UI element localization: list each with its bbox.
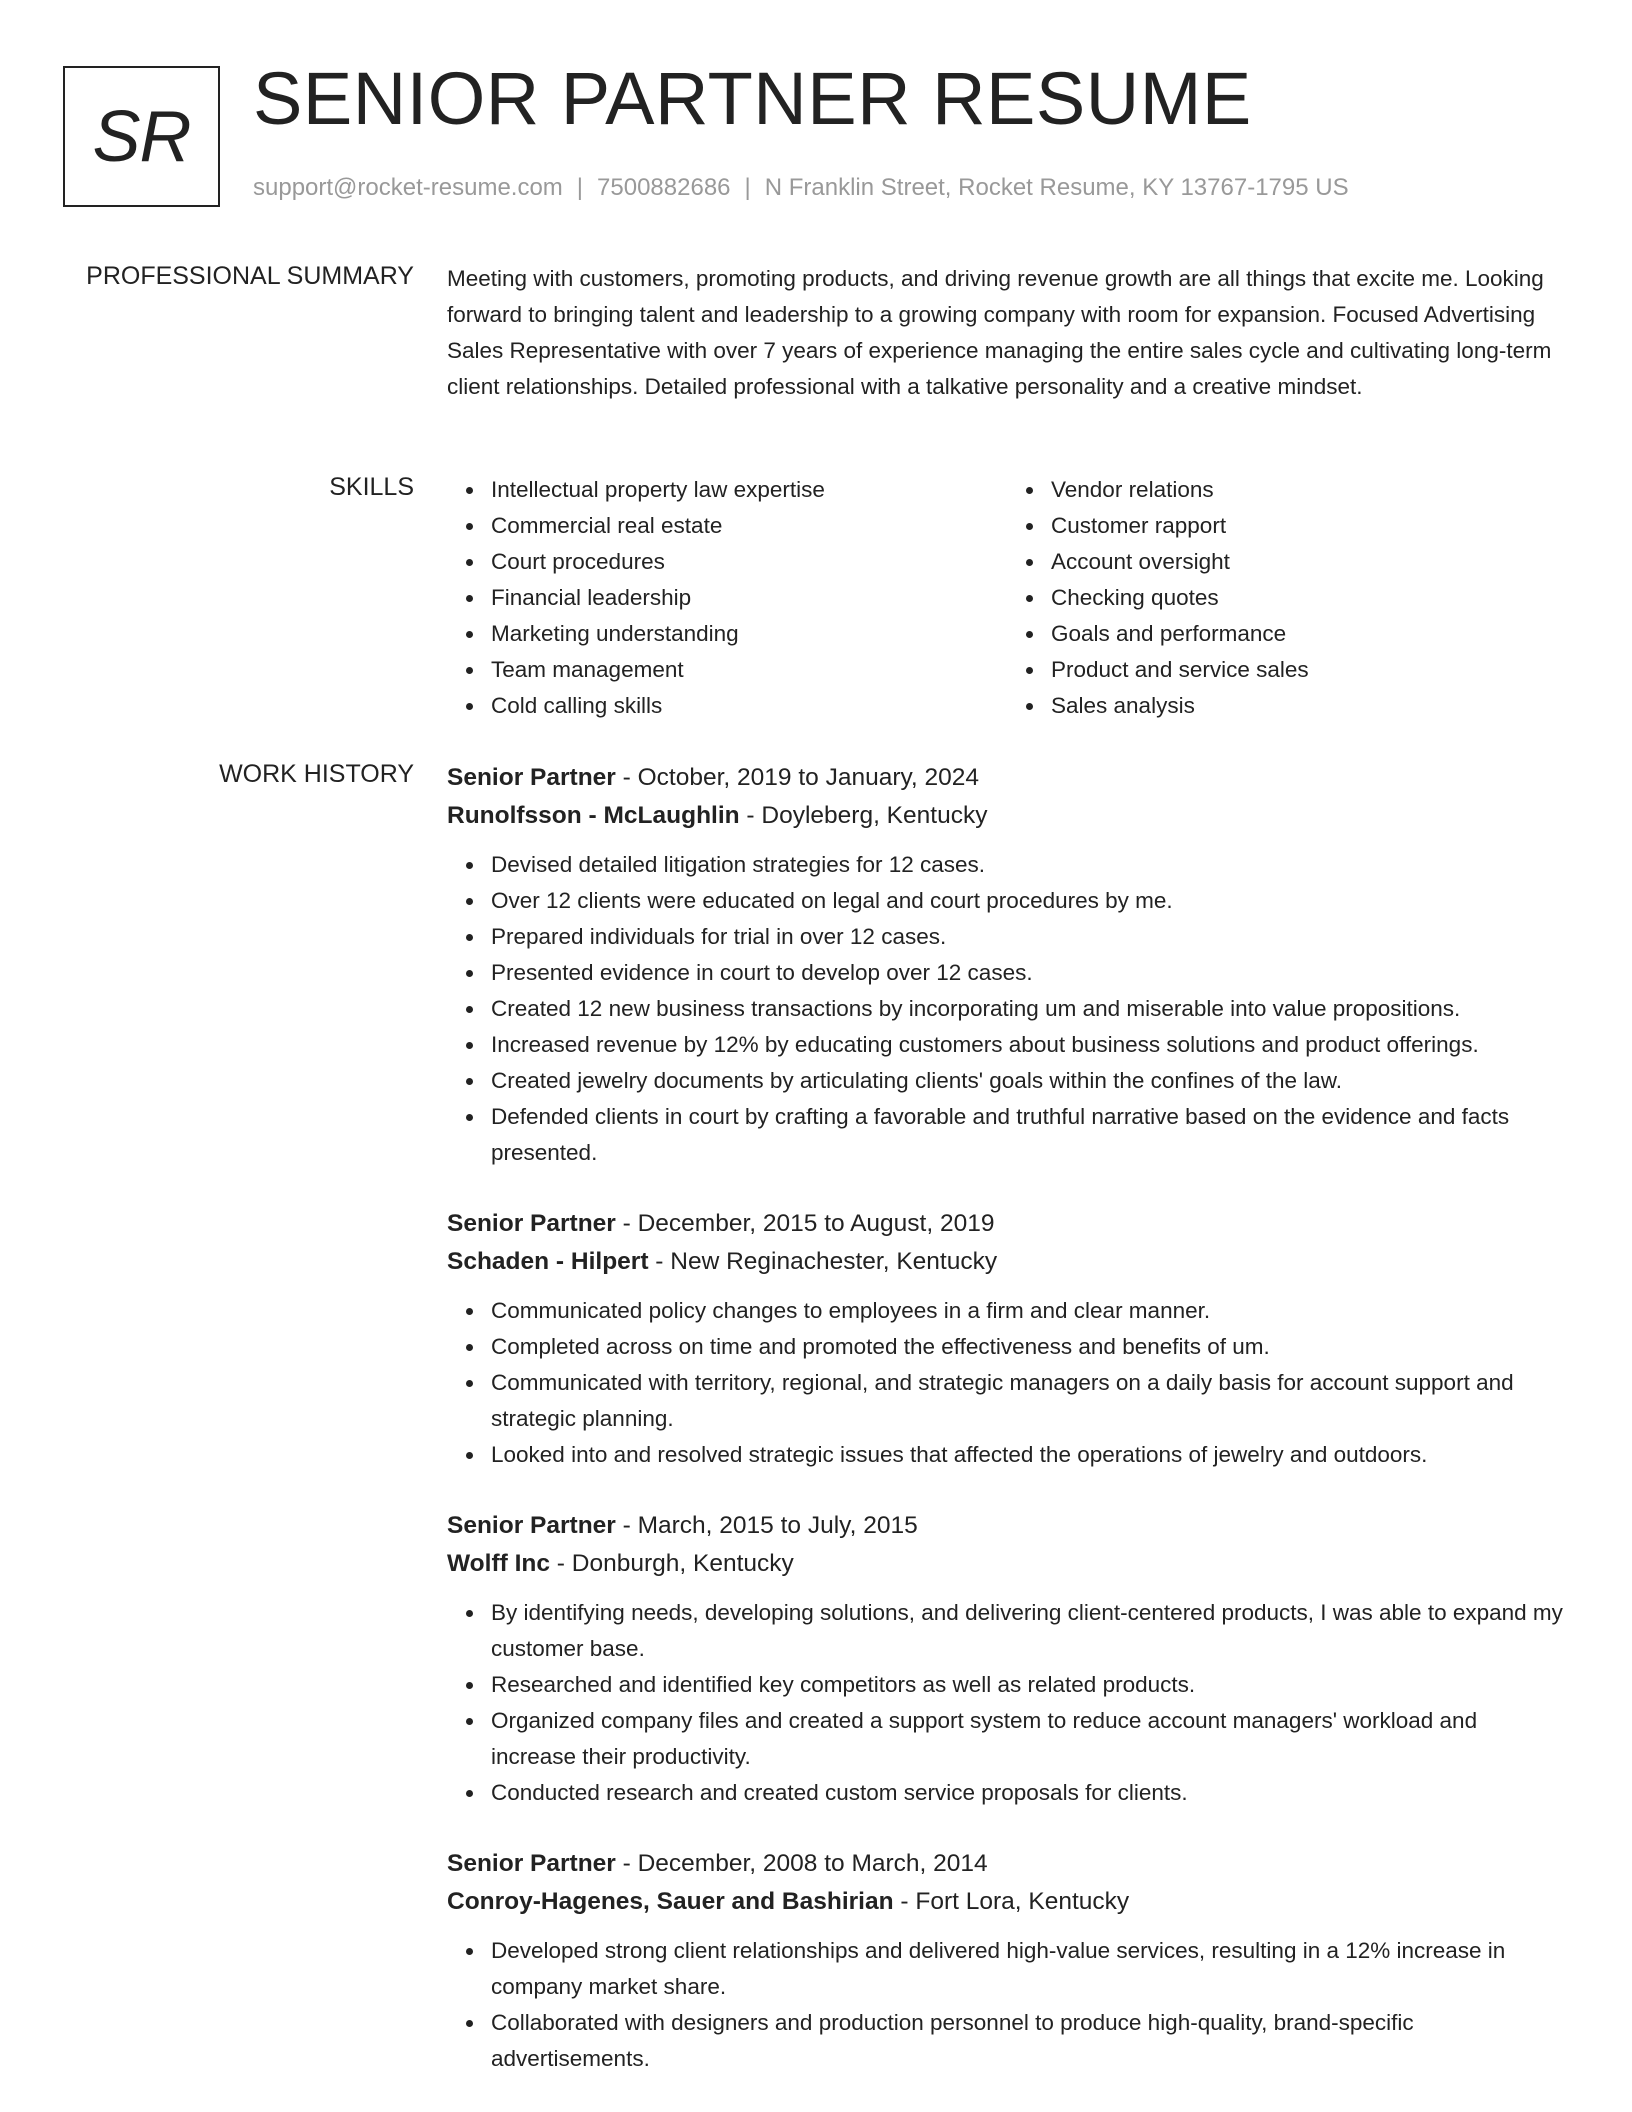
skill-item: Marketing understanding bbox=[491, 616, 1007, 652]
job-bullet: Organized company files and created a support system to reduce account managers' workload and increase their productivity. bbox=[491, 1703, 1567, 1775]
skill-item: Goals and performance bbox=[1051, 616, 1567, 652]
skill-item: Financial leadership bbox=[491, 580, 1007, 616]
skills-grid bbox=[447, 472, 1567, 724]
contact-address: N Franklin Street, Rocket Resume, KY 13767-1795 US bbox=[764, 174, 1349, 201]
job-bullet: Researched and identified key competitors as well as related products. bbox=[491, 1667, 1567, 1703]
skill-item: Checking quotes bbox=[1051, 580, 1567, 616]
job-bullet: Prepared individuals for trial in over 12 cases. bbox=[491, 919, 1567, 955]
skills-column-right bbox=[1007, 472, 1567, 724]
job-title-line bbox=[447, 1507, 1567, 1545]
resume-title: SENIOR PARTNER RESUME bbox=[253, 57, 1252, 140]
job-company-line bbox=[447, 1883, 1567, 1921]
work-history-heading: WORK HISTORY bbox=[219, 760, 414, 788]
job-bullet: Communicated policy changes to employees in a firm and clear manner. bbox=[491, 1293, 1567, 1329]
job-title: Senior Partner bbox=[447, 764, 616, 791]
job-bullets bbox=[447, 1293, 1567, 1473]
job-bullet: Devised detailed litigation strategies for 12 cases. bbox=[491, 847, 1567, 883]
job-bullet: Created 12 new business transactions by incorporating um and miserable into value propositions. bbox=[491, 991, 1567, 1027]
job-company: Conroy-Hagenes, Sauer and Bashirian bbox=[447, 1888, 894, 1915]
skill-item: Court procedures bbox=[491, 544, 1007, 580]
job-location: - Donburgh, Kentucky bbox=[549, 1550, 794, 1577]
summary-text: Meeting with customers, promoting products, and driving revenue growth are all things that excite me. Looking forward to bringing talent and leadership to a growing company with room for expansion. Focused Advertising Sales Representative with over 7 years of experience managing the entire sales cycle and cultivating long-term client relationships. Detailed professional with a talkative personality and a creative mindset. bbox=[447, 266, 1552, 399]
skills-heading: SKILLS bbox=[329, 473, 414, 501]
job-company-line bbox=[447, 797, 1567, 835]
job-location: - Fort Lora, Kentucky bbox=[893, 1888, 1130, 1915]
job-bullet: Defended clients in court by crafting a favorable and truthful narrative based on the evidence and facts presented. bbox=[491, 1099, 1567, 1171]
job-title-line bbox=[447, 759, 1567, 797]
summary-heading: PROFESSIONAL SUMMARY bbox=[86, 262, 414, 290]
job-title-line bbox=[447, 1845, 1567, 1883]
job-title: Senior Partner bbox=[447, 1850, 616, 1877]
skill-item: Cold calling skills bbox=[491, 688, 1007, 724]
job-company-line bbox=[447, 1545, 1567, 1583]
job-bullet: Communicated with territory, regional, and strategic managers on a daily basis for account support and strategic planning. bbox=[491, 1365, 1567, 1437]
job-company: Wolff Inc bbox=[447, 1550, 550, 1577]
job-company: Schaden - Hilpert bbox=[447, 1248, 649, 1275]
job-entry bbox=[447, 759, 1567, 1171]
skill-item: Team management bbox=[491, 652, 1007, 688]
job-bullet: Completed across on time and promoted the effectiveness and benefits of um. bbox=[491, 1329, 1567, 1365]
contact-email: support@rocket-resume.com bbox=[253, 174, 563, 201]
contact-line bbox=[253, 174, 1349, 203]
skill-item: Vendor relations bbox=[1051, 472, 1567, 508]
skill-item: Intellectual property law expertise bbox=[491, 472, 1007, 508]
job-bullet: Collaborated with designers and production personnel to produce high-quality, brand-specific advertisements. bbox=[491, 2005, 1567, 2077]
job-bullet: Presented evidence in court to develop over 12 cases. bbox=[491, 955, 1567, 991]
job-bullet: Over 12 clients were educated on legal and court procedures by me. bbox=[491, 883, 1567, 919]
job-entry bbox=[447, 1507, 1567, 1811]
job-bullet: Developed strong client relationships and delivered high-value services, resulting in a 12% increase in company market share. bbox=[491, 1933, 1567, 2005]
summary-body bbox=[447, 261, 1567, 405]
contact-separator: | bbox=[576, 174, 584, 201]
job-entry bbox=[447, 1845, 1567, 2077]
job-bullets bbox=[447, 847, 1567, 1171]
contact-phone: 7500882686 bbox=[597, 174, 731, 201]
skills-body bbox=[447, 472, 1567, 724]
skill-item: Customer rapport bbox=[1051, 508, 1567, 544]
job-title: Senior Partner bbox=[447, 1210, 616, 1237]
job-location: - Doyleberg, Kentucky bbox=[739, 802, 988, 829]
job-bullet: Conducted research and created custom service proposals for clients. bbox=[491, 1775, 1567, 1811]
work-history-body bbox=[447, 759, 1567, 2111]
job-dates: - December, 2015 to August, 2019 bbox=[615, 1210, 995, 1237]
job-bullets bbox=[447, 1933, 1567, 2077]
job-title: Senior Partner bbox=[447, 1512, 616, 1539]
job-bullets bbox=[447, 1595, 1567, 1811]
skill-item: Product and service sales bbox=[1051, 652, 1567, 688]
job-company-line bbox=[447, 1243, 1567, 1281]
job-bullet: Created jewelry documents by articulating clients' goals within the confines of the law. bbox=[491, 1063, 1567, 1099]
job-entry bbox=[447, 1205, 1567, 1473]
job-bullet: By identifying needs, developing solutions, and delivering client-centered products, I was able to expand my customer base. bbox=[491, 1595, 1567, 1667]
skill-item: Account oversight bbox=[1051, 544, 1567, 580]
job-location: - New Reginachester, Kentucky bbox=[648, 1248, 998, 1275]
job-bullet: Looked into and resolved strategic issues that affected the operations of jewelry and outdoors. bbox=[491, 1437, 1567, 1473]
job-dates: - March, 2015 to July, 2015 bbox=[615, 1512, 918, 1539]
job-dates: - December, 2008 to March, 2014 bbox=[615, 1850, 988, 1877]
job-bullet: Increased revenue by 12% by educating customers about business solutions and product offerings. bbox=[491, 1027, 1567, 1063]
job-company: Runolfsson - McLaughlin bbox=[447, 802, 740, 829]
skill-item: Sales analysis bbox=[1051, 688, 1567, 724]
skills-column-left bbox=[447, 472, 1007, 724]
skill-item: Commercial real estate bbox=[491, 508, 1007, 544]
monogram-initials: SR bbox=[92, 96, 191, 177]
job-title-line bbox=[447, 1205, 1567, 1243]
monogram-badge bbox=[63, 66, 220, 207]
job-dates: - October, 2019 to January, 2024 bbox=[615, 764, 980, 791]
contact-separator: | bbox=[744, 174, 751, 201]
